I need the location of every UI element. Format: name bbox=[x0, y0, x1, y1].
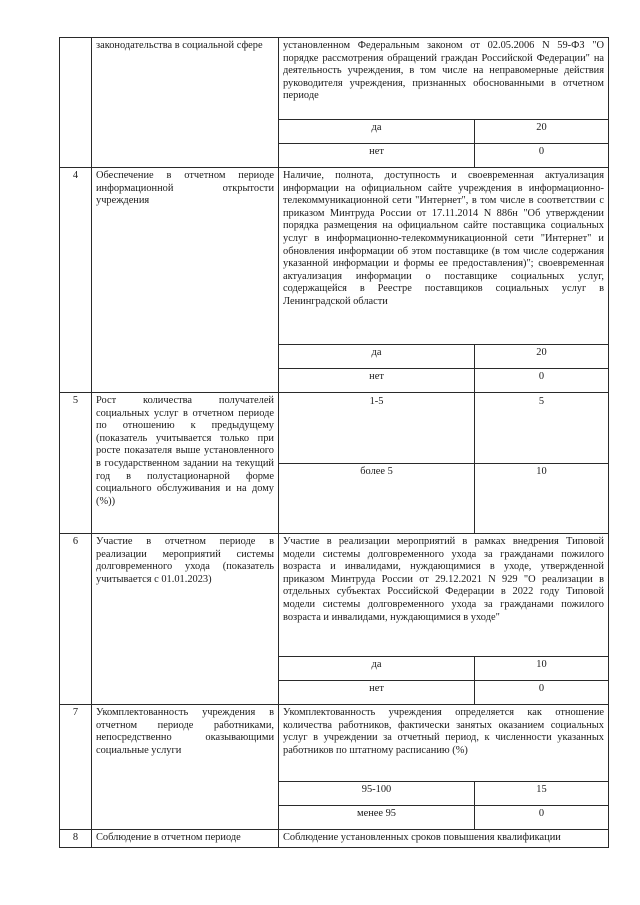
option-points: 0 bbox=[475, 144, 609, 168]
option-points: 20 bbox=[475, 120, 609, 144]
row-number: 4 bbox=[60, 168, 92, 393]
option-points: 5 bbox=[475, 393, 609, 464]
table-row bbox=[60, 534, 609, 657]
criterion-name: Участие в отчетном периоде в реализации мероприятий системы долговременного ухода (показатель учитывается с 01.01.2023) bbox=[92, 534, 279, 705]
table-row bbox=[60, 393, 609, 464]
criteria-table bbox=[59, 37, 609, 848]
option-points: 0 bbox=[475, 369, 609, 393]
criterion-description: Укомплектованность учреждения определяется как отношение количества работников, фактически занятых оказанием социальных услуг в учреждении за отчетный период, к численности указанных работников по штатному расписанию (%) bbox=[279, 705, 609, 782]
criterion-description: Соблюдение установленных сроков повышения квалификации bbox=[279, 830, 609, 848]
criterion-name: Укомплектованность учреждения в отчетном периоде работниками, непосредственно оказывающими социальные услуги bbox=[92, 705, 279, 830]
option-value: 95-100 bbox=[279, 782, 475, 806]
option-value: да bbox=[279, 345, 475, 369]
table-row bbox=[60, 705, 609, 782]
criterion-name: Рост количества получателей социальных услуг в отчетном периоде по отношению к предыдущему (показатель учитывается только при росте показателя выше установленного в государственном задании на текущий год в полустационарной форме социального обслуживания и на дому (%)) bbox=[92, 393, 279, 534]
option-value: более 5 bbox=[279, 463, 475, 534]
option-value: нет bbox=[279, 144, 475, 168]
table-row bbox=[60, 168, 609, 345]
option-points: 0 bbox=[475, 806, 609, 830]
criterion-name: законодательства в социальной сфере bbox=[92, 38, 279, 168]
option-value: 1-5 bbox=[279, 393, 475, 464]
row-number: 5 bbox=[60, 393, 92, 534]
option-points: 10 bbox=[475, 657, 609, 681]
option-value: нет bbox=[279, 681, 475, 705]
option-value: нет bbox=[279, 369, 475, 393]
criterion-name: Соблюдение в отчетном периоде bbox=[92, 830, 279, 848]
option-points: 10 bbox=[475, 463, 609, 534]
row-number: 7 bbox=[60, 705, 92, 830]
option-points: 0 bbox=[475, 681, 609, 705]
option-value: менее 95 bbox=[279, 806, 475, 830]
criterion-description: Наличие, полнота, доступность и своевременная актуализация информации на официальном сайте учреждения в информационно-телекоммуникационной сети "Интернет", в том числе в соответствии с приказом Минтруда России от 17.11.2014 N 886н "Об утверждении порядка размещения на официальном сайте поставщика социальных услуг в информационно-телекоммуникационной сети "Интернет" и обновления информации об этом поставщике (в том числе содержания указанной информации и формы ее предоставления)"; своевременная актуализация информации о поставщике социальных услуг, содержащейся в Реестре поставщиков социальных услуг в Ленинградской области bbox=[279, 168, 609, 345]
criterion-description: установленном Федеральным законом от 02.05.2006 N 59-ФЗ "О порядке рассмотрения обращений граждан Российской Федерации" на деятельность учреждения, в том числе на неправомерные действия руководителя учреждения, признанных обоснованными в отчетном периоде bbox=[279, 38, 609, 120]
option-points: 20 bbox=[475, 345, 609, 369]
option-points: 15 bbox=[475, 782, 609, 806]
option-value: да bbox=[279, 120, 475, 144]
row-number bbox=[60, 38, 92, 168]
table-row bbox=[60, 830, 609, 848]
table-row bbox=[60, 38, 609, 120]
row-number: 8 bbox=[60, 830, 92, 848]
criterion-name: Обеспечение в отчетном периоде информационной открытости учреждения bbox=[92, 168, 279, 393]
criterion-description: Участие в реализации мероприятий в рамках внедрения Типовой модели системы долговременного ухода за гражданами пожилого возраста и инвалидами, нуждающимися в уходе, утвержденной приказом Минтруда России от 29.12.2021 N 929 "О реализации в отдельных субъектах Российской Федерации в 2022 году Типовой модели системы долговременного ухода за гражданами пожилого возраста и инвалидами, нуждающимися в уходе" bbox=[279, 534, 609, 657]
option-value: да bbox=[279, 657, 475, 681]
row-number: 6 bbox=[60, 534, 92, 705]
